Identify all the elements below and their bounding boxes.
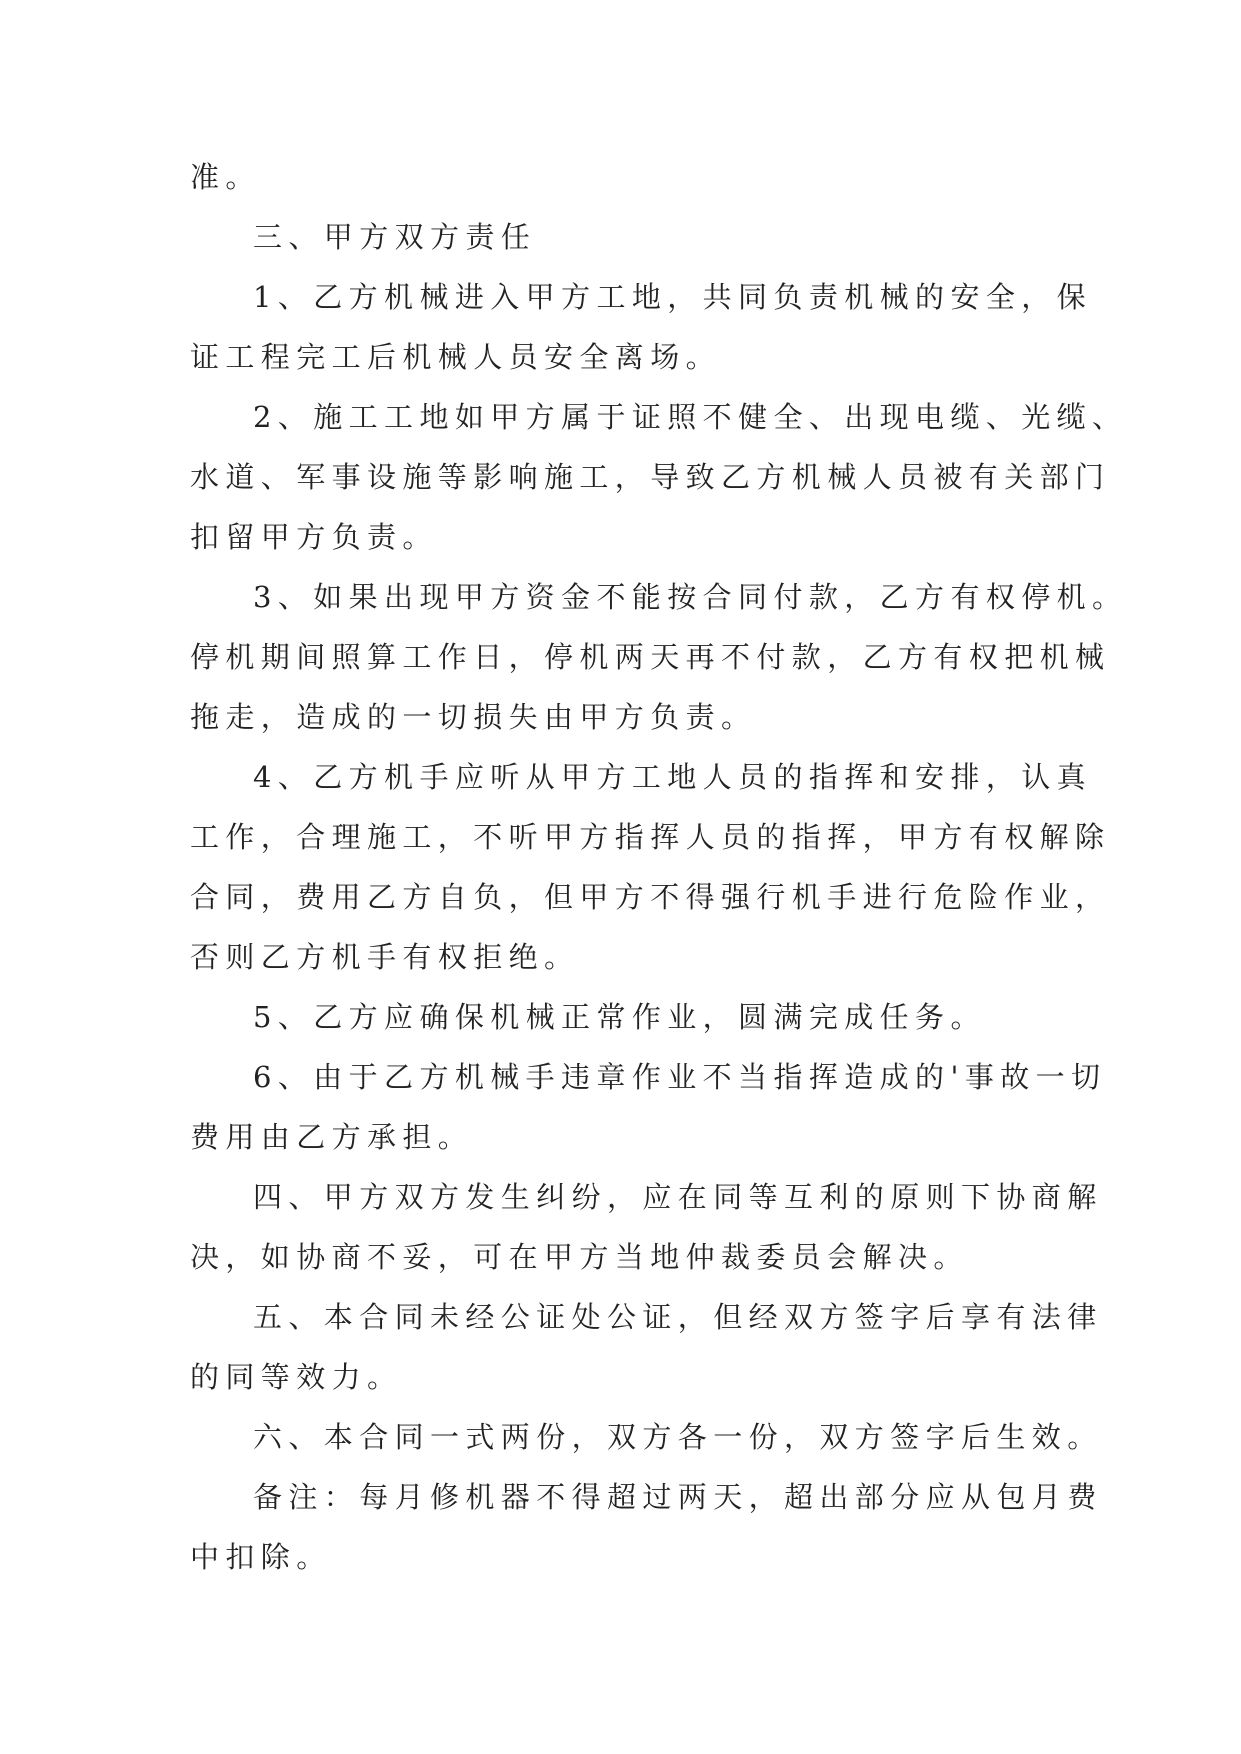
text-line: 6、由于乙方机械手违章作业不当指挥造成的'事故一切: [253, 1060, 1107, 1094]
text-line: 1、乙方机械进入甲方工地，共同负责机械的安全，保: [253, 280, 1093, 314]
section-heading: 四、甲方双方发生纠纷，应在同等互利的原则下协商解: [253, 1180, 1103, 1214]
text-line: 2、施工工地如甲方属于证照不健全、出现电缆、光缆、: [253, 400, 1128, 434]
text-line: 停机期间照算工作日，停机两天再不付款，乙方有权把机械: [190, 640, 1111, 674]
text-line: 准。: [190, 160, 261, 194]
text-line: 的同等效力。: [190, 1360, 403, 1394]
text-line: 扣留甲方负责。: [190, 520, 438, 554]
text-line: 工作，合理施工，不听甲方指挥人员的指挥，甲方有权解除: [190, 820, 1111, 854]
text-line: 证工程完工后机械人员安全离场。: [190, 340, 722, 374]
section-heading: 六、本合同一式两份，双方各一份，双方签字后生效。: [253, 1420, 1103, 1454]
section-heading: 五、本合同未经公证处公证，但经双方签字后享有法律: [253, 1300, 1103, 1334]
text-line: 水道、军事设施等影响施工，导致乙方机械人员被有关部门: [190, 460, 1111, 494]
note-line: 中扣除。: [190, 1540, 332, 1574]
text-line: 否则乙方机手有权拒绝。: [190, 940, 580, 974]
text-line: 4、乙方机手应听从甲方工地人员的指挥和安排，认真: [253, 760, 1093, 794]
text-line: 费用由乙方承担。: [190, 1120, 474, 1154]
text-line: 决，如协商不妥，可在甲方当地仲裁委员会解决。: [190, 1240, 969, 1274]
text-line: 5、乙方应确保机械正常作业，圆满完成任务。: [253, 1000, 986, 1034]
section-heading: 三、甲方双方责任: [253, 220, 537, 254]
text-line: 3、如果出现甲方资金不能按合同付款，乙方有权停机。: [253, 580, 1128, 614]
note-line: 备注：每月修机器不得超过两天，超出部分应从包月费: [253, 1480, 1103, 1514]
text-line: 拖走，造成的一切损失由甲方负责。: [190, 700, 757, 734]
text-line: 合同，费用乙方自负，但甲方不得强行机手进行危险作业，: [190, 880, 1111, 914]
